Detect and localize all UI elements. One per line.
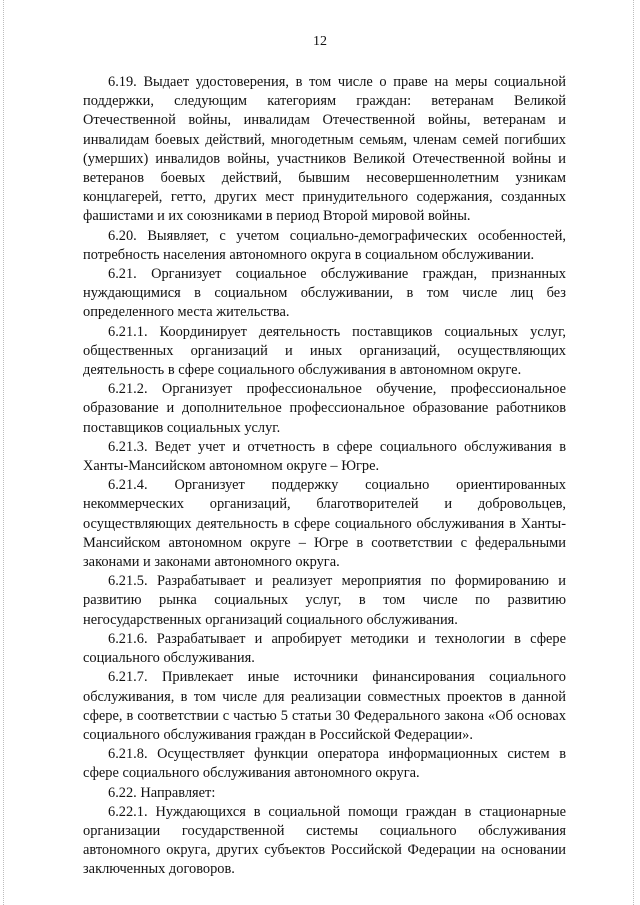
paragraph-6-21-2: 6.21.2. Организует профессиональное обучение, профессиональное образование и дополнительное профессиональное образование работников поставщиков социальных услуг. [83, 381, 566, 436]
scan-edge-left [3, 0, 5, 905]
paragraph-6-21-1: 6.21.1. Координирует деятельность поставщиков социальных услуг, общественных организаций и иных организаций, осуществляющих деятельность в сфере социального обслуживания в автономном округе. [83, 323, 566, 379]
paragraph-6-21-4: 6.21.4. Организует поддержку социально ориентированных некоммерческих организаций, благотворителей и добровольцев, осуществляющих деятельность в сфере социального обслуживания в Ханты-Мансийском автономном округе – Югре в соответствии с федеральными законами и законами автономного округа. [83, 477, 566, 571]
paragraph-6-22-1: 6.22.1. Нуждающихся в социальной помощи граждан в стационарные организации государственной системы социального обслуживания автономного округа, других субъектов Российской Федерации на основании заключенных договоров. [83, 803, 566, 878]
paragraph-6-20: 6.20. Выявляет, с учетом социально-демографических особенностей, потребность населения автономного округа в социальном обслуживании. [83, 227, 566, 263]
paragraph-6-21-5: 6.21.5. Разрабатывает и реализует мероприятия по формированию и развитию рынка социальных услуг, в том числе по развитию негосударственных организаций социального обслуживания. [83, 573, 566, 628]
page-number: 12 [313, 34, 327, 49]
paragraph-6-21-3: 6.21.3. Ведет учет и отчетность в сфере социального обслуживания в Ханты-Мансийском автономном округе – Югре. [83, 438, 566, 475]
paragraph-6-21: 6.21. Организует социальное обслуживание граждан, признанных нуждающимися в социальном обслуживании, в том числе лиц без определенного места жительства. [83, 266, 566, 321]
paragraph-6-21-8: 6.21.8. Осуществляет функции оператора информационных систем в сфере социального обслуживания автономного округа. [83, 746, 566, 782]
paragraph-6-19: 6.19. Выдает удостоверения, в том числе о праве на меры социальной поддержки, следующим категориям граждан: ветеранам Великой Отечественной войны, инвалидам Отечественной войны, ветеранам и инвалидам боевых действий, многодетным семьям, членам семей погибших (умерших) инвалидов войны, участников Великой Отечественной войны и ветеранов боевых действий, бывшим несовершеннолетним узникам концлагерей, гетто, других мест принудительного содержания, созданных фашистами и их союзниками в период Второй мировой войны. [83, 74, 566, 225]
document-body [83, 73, 566, 880]
scan-edge-right [633, 0, 635, 905]
paragraph-6-22: 6.22. Направляет: [108, 784, 216, 801]
paragraph-6-21-7: 6.21.7. Привлекает иные источники финансирования социального обслуживания, в том числе для реализации совместных проектов в данной сфере, в соответствии с частью 5 статьи 30 Федерального закона «Об основах социального обслуживания граждан в Российской Федерации». [83, 669, 566, 743]
paragraph-6-21-6: 6.21.6. Разрабатывает и апробирует методики и технологии в сфере социального обслуживания. [83, 630, 566, 667]
